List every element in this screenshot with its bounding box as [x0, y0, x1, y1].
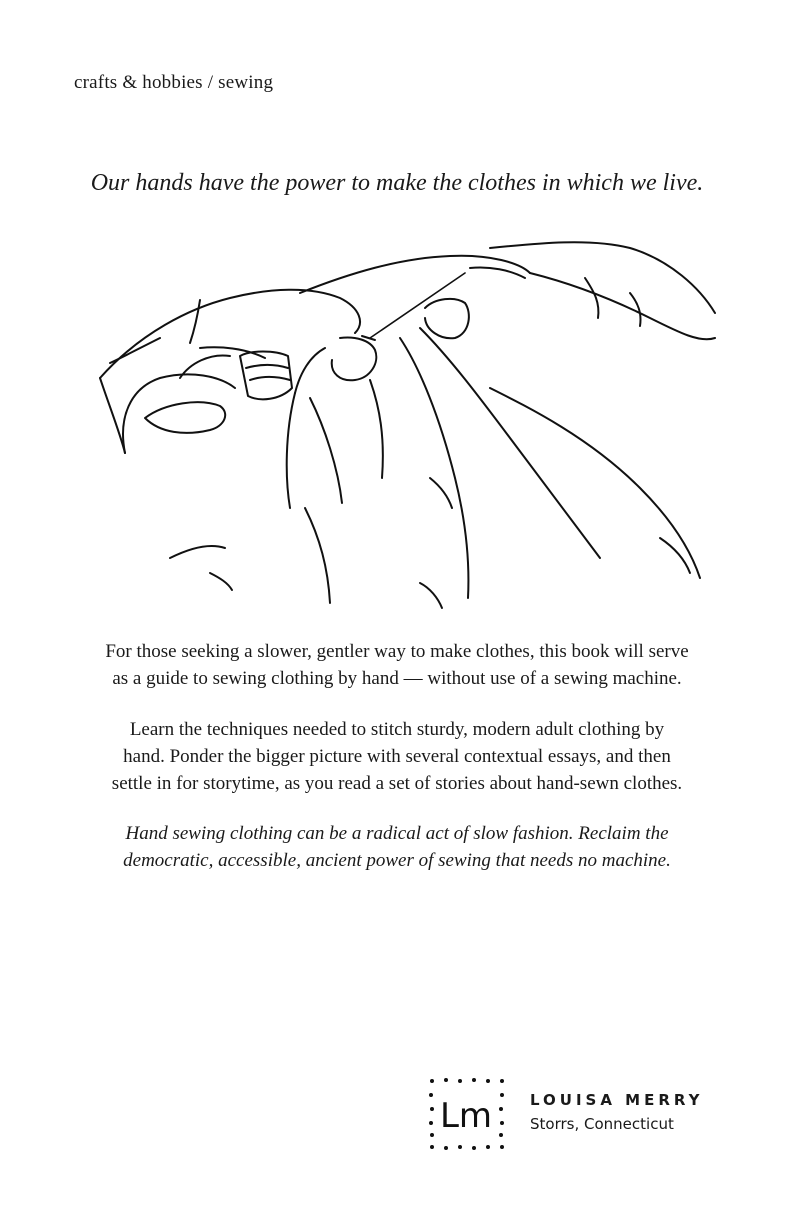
logo-monogram: Lm [439, 1096, 493, 1136]
intro-paragraph [50, 638, 744, 692]
hand-sewing-illustration [70, 238, 730, 610]
publisher-location: Storrs, Connecticut [530, 1115, 674, 1133]
description-line-1: Learn the techniques needed to stitch sturdy, modern adult clothing by [129, 719, 665, 740]
intro-line-2: as a guide to sewing clothing by hand — without use of a sewing machine. [112, 668, 682, 689]
description-line-2: hand. Ponder the bigger picture with several contextual essays, and then [123, 746, 671, 767]
tagline: Our hands have the power to make the clothes in which we live. [90, 170, 704, 196]
description-paragraph [50, 716, 744, 797]
publisher-block [426, 1075, 736, 1155]
intro-line-1: For those seeking a slower, gentler way to make clothes, this book will serve [105, 641, 689, 662]
description-line-3: settle in for storytime, as you read a set of stories about hand-sewn clothes. [111, 773, 683, 794]
closing-paragraph [50, 820, 744, 874]
closing-line-2: democratic, accessible, ancient power of sewing that needs no machine. [123, 850, 671, 871]
category-label: crafts & hobbies / sewing [74, 72, 274, 93]
publisher-name: LOUISA MERRY [530, 1091, 704, 1109]
publisher-logo [426, 1075, 506, 1153]
closing-line-1: Hand sewing clothing can be a radical act of slow fashion. Reclaim the [125, 823, 669, 844]
